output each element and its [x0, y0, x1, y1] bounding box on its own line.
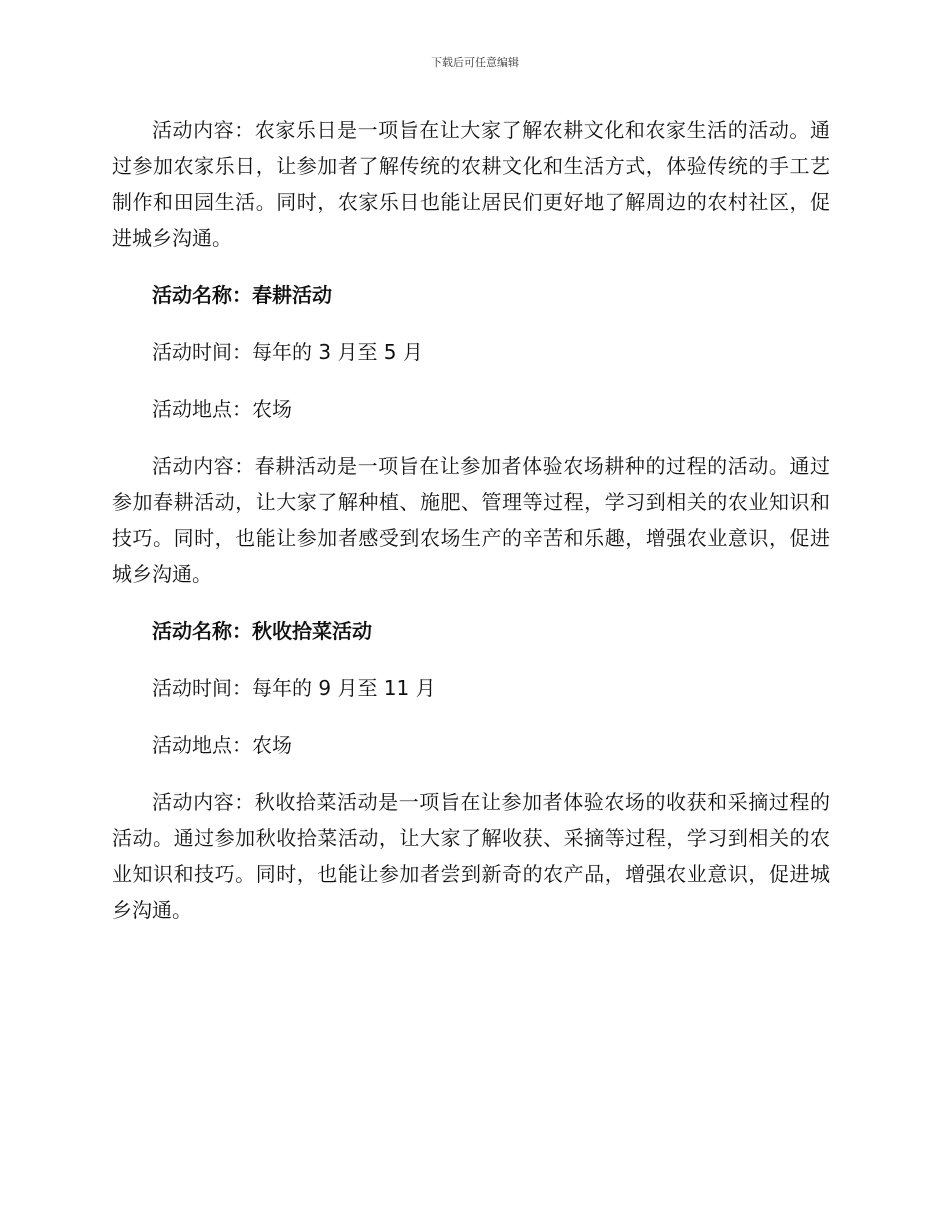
activity-name: 活动名称：春耕活动 — [152, 283, 332, 307]
activity-location: 活动地点：农场 — [152, 397, 292, 421]
activity-location: 活动地点：农场 — [152, 733, 292, 757]
page-header: 下载后可任意编辑 — [431, 56, 519, 69]
activity-time: 活动时间：每年的 9 月至 11 月 — [152, 676, 436, 700]
activity-name: 活动名称：秋收拾菜活动 — [152, 619, 372, 643]
activity-content-paragraph: 活动内容：农家乐日是一项旨在让大家了解农耕文化和农家生活的活动。通过参加农家乐日，让参加者了解传统的农耕文化和生活方式，体验传统的手工艺制作和田园生活。同时，农家乐日也能让居民们更好地了解周边的农村社区，促进城乡沟通。 — [112, 118, 830, 250]
activity-content-paragraph: 活动内容：秋收拾菜活动是一项旨在让参加者体验农场的收获和采摘过程的活动。通过参加秋收拾菜活动，让大家了解收获、采摘等过程，学习到相关的农业知识和技巧。同时，也能让参加者尝到新奇的农产品，增强农业意识，促进城乡沟通。 — [112, 790, 830, 922]
document-body — [112, 112, 830, 949]
activity-content-paragraph: 活动内容：春耕活动是一项旨在让参加者体验农场耕种的过程的活动。通过参加春耕活动，让大家了解种植、施肥、管理等过程，学习到相关的农业知识和技巧。同时，也能让参加者感受到农场生产的辛苦和乐趣，增强农业意识，促进城乡沟通。 — [112, 454, 830, 586]
activity-time: 活动时间：每年的 3 月至 5 月 — [152, 340, 423, 364]
